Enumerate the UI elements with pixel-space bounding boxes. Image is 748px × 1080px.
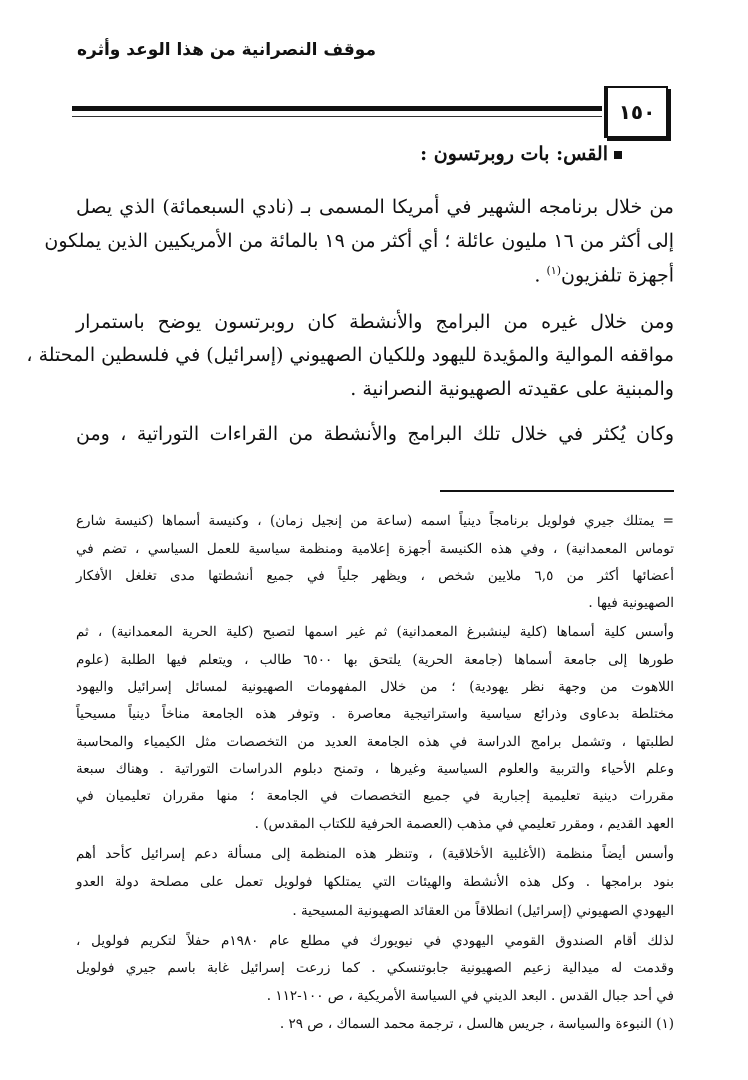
footnote-line: وعلم الأحياء والتربية والعلوم السياسية وغيرها ، وتمنح دبلوم الدراسات التوراتية . وهناك سبعة (76, 761, 674, 777)
footnote-line: الصهيونية فيها . (588, 595, 674, 611)
bullet-square-icon (614, 151, 622, 159)
line-text: أجهزة تلفزيون (561, 264, 674, 287)
footnote-line: العهد القديم ، ومقرر تعليمي في مذهب (العصمة الحرفية للكتاب المقدس) . (254, 816, 674, 832)
line-end: . (534, 264, 547, 287)
footnote-line: لذلك أقام الصندوق القومي اليهودي في نيويورك في مطلع عام ١٩٨٠م حفلاً لتكريم فولويل ، (76, 933, 674, 949)
page-number: ١٥٠ (604, 86, 668, 138)
footnote-line: توماس المعمدانية) ، وفي هذه الكنيسة أجهزة إعلامية ومنظمة سياسية للعمل السياسي ، تضم في (76, 541, 674, 557)
footnote-line: مختلطة بدعاوى وذرائع سياسية واستراتيجية معاصرة . وتوفر هذه الجامعة مناخاً دينياً مسيحياً (76, 706, 674, 722)
footnote-line: اليهودي الصهيوني (إسرائيل) انطلاقاً من العقائد الصهيونية المسيحية . (292, 903, 674, 919)
body-paragraph-line: والمبنية على عقيدته الصهيونية النصرانية . (350, 378, 674, 400)
body-paragraph-line: مواقفه الموالية والمؤيدة لليهود وللكيان الصهيوني (إسرائيل) في فلسطين المحتلة ، (26, 344, 674, 366)
body-paragraph-line: وكان يُكثر في خلال تلك البرامج والأنشطة من القراءات التوراتية ، ومن (76, 423, 674, 445)
section-heading (420, 143, 622, 165)
header-rule-thin (72, 116, 602, 117)
body-paragraph-line (76, 264, 674, 286)
footnote-line: أعضائها أكثر من ٦,٥ ملايين شخص ، ويظهر جلياً في جميع أنشطتها مدى تغلغل الأفكار (76, 568, 674, 584)
section-heading-text: القس: بات روبرتسون : (420, 143, 608, 165)
footnote-line: لطلبتها ، وتشمل برامج الدراسة في هذه الجامعة العديد من التخصصات مثل الكيمياء والمحاسبة (76, 734, 674, 750)
footnote-line: وأسس كلية أسماها (كلية لينشبرغ المعمدانية) ثم غير اسمها لتصبح (كلية الحرية المعمدانية) ، ثم (76, 624, 674, 640)
running-header-title: موقف النصرانية من هذا الوعد وأثره (76, 40, 376, 60)
footnote-line: = يمتلك جيري فولويل برنامجاً دينياً اسمه (ساعة من إنجيل زمان) ، وكنيسة أسماها (كنيسة شارع (76, 513, 674, 529)
footnote-line: في أحد جبال القدس . البعد الديني في السياسة الأمريكية ، ص ١٠٠-١١٢ . (266, 988, 674, 1004)
footnote-line: اللاهوت من وجهة نظر يهودية) ؛ من خلال المفهومات الصهيونية لمسائل إسرائيل واليهود (76, 679, 674, 695)
body-paragraph-line: إلى أكثر من ١٦ مليون عائلة ؛ أي أكثر من ١٩ بالمائة من الأمريكيين الذين يملكون (44, 230, 674, 252)
footnote-line: بنود برامجها . وكل هذه الأنشطة والهيئات التي يمتلكها فولويل تعمل على مصلحة دولة العدو (76, 874, 674, 890)
body-paragraph-line: ومن خلال غيره من البرامج والأنشطة كان روبرتسون يوضح باستمرار (76, 311, 674, 333)
footnote-1: (١) النبوءة والسياسة ، جريس هالسل ، ترجمة محمد السماك ، ص ٢٩ . (279, 1016, 674, 1032)
body-paragraph-line: من خلال برنامجه الشهير في أمريكا المسمى بـ (نادي السبعمائة) الذي يصل (76, 196, 674, 218)
footnote-line: طورها إلى جامعة أسماها (جامعة الحرية) يلتحق بها ٦٥٠٠ طالب ، ويتعلم فيها الطلبة (علوم (76, 652, 675, 668)
footnote-separator (440, 490, 674, 492)
footnote-line: مقررات دينية تعليمية إجبارية في جميع التخصصات في الجامعة ؛ منها مقرران تعليميان في (76, 788, 674, 804)
header-rule-thick (72, 106, 602, 111)
footnote-reference[interactable]: (١) (546, 264, 561, 277)
footnote-line: وقدمت له ميدالية زعيم الصهيونية جابوتنسكي . كما زرعت إسرائيل غابة باسم جيري فولويل (76, 960, 674, 976)
footnote-line: وأسس أيضاً منظمة (الأغلبية الأخلاقية) ، وتنظر هذه المنظمة إلى مسألة دعم إسرائيل كأحد أهم (76, 846, 674, 862)
